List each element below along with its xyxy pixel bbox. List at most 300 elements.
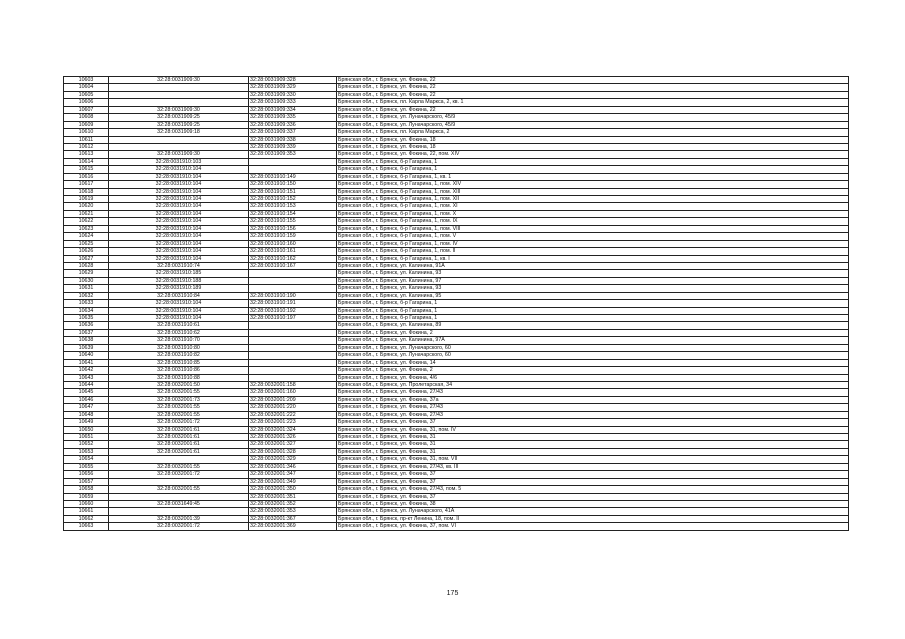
row-number-cell: 10604: [64, 84, 109, 91]
address-cell: Брянская обл., г. Брянск, б-р Гагарина, 1, кв. 1: [337, 173, 849, 180]
row-number-cell: 10629: [64, 270, 109, 277]
object-cadastral-number-cell: 32:28:0031910:149: [249, 173, 337, 180]
table-row: [64, 240, 849, 247]
land-cadastral-number-cell: 32:28:0032001:61: [109, 448, 249, 455]
row-number-cell: 10661: [64, 508, 109, 515]
row-number-cell: 10618: [64, 188, 109, 195]
address-cell: Брянская обл., г. Брянск, б-р Гагарина, 1, пом. XI: [337, 203, 849, 210]
row-number-cell: 10632: [64, 292, 109, 299]
object-cadastral-number-cell: 32:28:0031910:160: [249, 240, 337, 247]
row-number-cell: 10663: [64, 523, 109, 530]
row-number-cell: 10603: [64, 77, 109, 84]
object-cadastral-number-cell: 32:28:0032001:222: [249, 411, 337, 418]
object-cadastral-number-cell: 32:28:0031909:335: [249, 114, 337, 121]
address-cell: Брянская обл., г. Брянск, б-р Гагарина, 1, пом. XII: [337, 196, 849, 203]
address-cell: Брянская обл., г. Брянск, ул. Фокина, 31: [337, 434, 849, 441]
object-cadastral-number-cell: 32:28:0032001:369: [249, 523, 337, 530]
row-number-cell: 10623: [64, 225, 109, 232]
land-cadastral-number-cell: 32:28:0031910:82: [109, 352, 249, 359]
row-number-cell: 10616: [64, 173, 109, 180]
row-number-cell: 10631: [64, 285, 109, 292]
land-cadastral-number-cell: 32:28:0031910:104: [109, 248, 249, 255]
row-number-cell: 10655: [64, 463, 109, 470]
row-number-cell: 10617: [64, 181, 109, 188]
address-cell: Брянская обл., г. Брянск, ул. Фокина, 27/43: [337, 411, 849, 418]
row-number-cell: 10639: [64, 344, 109, 351]
address-cell: Брянская обл., г. Брянск, б-р Гагарина, 1, пом. XIV: [337, 181, 849, 188]
table-row: [64, 262, 849, 269]
object-cadastral-number-cell: 32:28:0031909:328: [249, 77, 337, 84]
table-row: [64, 307, 849, 314]
address-cell: Брянская обл., г. Брянск, б-р Гагарина, 1: [337, 307, 849, 314]
row-number-cell: 10613: [64, 151, 109, 158]
row-number-cell: 10619: [64, 196, 109, 203]
object-cadastral-number-cell: [249, 329, 337, 336]
object-cadastral-number-cell: 32:28:0031909:339: [249, 143, 337, 150]
land-cadastral-number-cell: 32:28:0031910:104: [109, 218, 249, 225]
address-cell: Брянская обл., г. Брянск, ул. Фокина, 27/43, пом. 5: [337, 486, 849, 493]
row-number-cell: 10633: [64, 300, 109, 307]
land-cadastral-number-cell: 32:28:0031910:62: [109, 329, 249, 336]
address-cell: Брянская обл., г. Брянск, ул. Калинина, 97: [337, 277, 849, 284]
address-cell: Брянская обл., г. Брянск, ул. Фокина, 31, пом. VII: [337, 456, 849, 463]
address-cell: Брянская обл., г. Брянск, ул. Фокина, 2: [337, 367, 849, 374]
land-cadastral-number-cell: 32:28:0032001:55: [109, 411, 249, 418]
object-cadastral-number-cell: [249, 158, 337, 165]
address-cell: Брянская обл., г. Брянск, ул. Луначарского, 60: [337, 344, 849, 351]
row-number-cell: 10660: [64, 500, 109, 507]
land-cadastral-number-cell: 32:28:0031910:70: [109, 337, 249, 344]
object-cadastral-number-cell: 32:28:0031910:152: [249, 196, 337, 203]
land-cadastral-number-cell: 32:28:0031910:104: [109, 188, 249, 195]
land-cadastral-number-cell: 32:28:0031910:104: [109, 300, 249, 307]
row-number-cell: 10609: [64, 121, 109, 128]
row-number-cell: 10649: [64, 419, 109, 426]
address-cell: Брянская обл., г. Брянск, ул. Луначарского, 45/9: [337, 114, 849, 121]
land-cadastral-number-cell: 32:28:0031910:103: [109, 158, 249, 165]
object-cadastral-number-cell: 32:28:0031910:191: [249, 300, 337, 307]
registry-table-body: [64, 77, 849, 531]
object-cadastral-number-cell: 32:28:0032001:347: [249, 471, 337, 478]
object-cadastral-number-cell: 32:28:0032001:328: [249, 448, 337, 455]
address-cell: Брянская обл., г. Брянск, ул. Пролетарская, 34: [337, 381, 849, 388]
table-row: [64, 359, 849, 366]
land-cadastral-number-cell: 32:28:0031910:185: [109, 270, 249, 277]
row-number-cell: 10614: [64, 158, 109, 165]
address-cell: Брянская обл., г. Брянск, ул. Фокина, 38: [337, 500, 849, 507]
table-row: [64, 158, 849, 165]
object-cadastral-number-cell: 32:28:0031910:159: [249, 233, 337, 240]
row-number-cell: 10620: [64, 203, 109, 210]
table-row: [64, 419, 849, 426]
land-cadastral-number-cell: 32:28:0032001:55: [109, 463, 249, 470]
land-cadastral-number-cell: [109, 508, 249, 515]
table-row: [64, 329, 849, 336]
land-cadastral-number-cell: 32:28:0032001:61: [109, 441, 249, 448]
land-cadastral-number-cell: [109, 143, 249, 150]
object-cadastral-number-cell: [249, 337, 337, 344]
land-cadastral-number-cell: 32:28:0031910:104: [109, 255, 249, 262]
row-number-cell: 10642: [64, 367, 109, 374]
table-row: [64, 426, 849, 433]
object-cadastral-number-cell: 32:28:0031910:150: [249, 181, 337, 188]
land-cadastral-number-cell: 32:28:0032001:50: [109, 381, 249, 388]
address-cell: Брянская обл., г. Брянск, ул. Фокина, 27/43: [337, 404, 849, 411]
page-number: 175: [446, 590, 459, 597]
object-cadastral-number-cell: 32:28:0031910:156: [249, 225, 337, 232]
land-cadastral-number-cell: 32:28:0031909:30: [109, 77, 249, 84]
row-number-cell: 10658: [64, 486, 109, 493]
table-row: [64, 181, 849, 188]
object-cadastral-number-cell: 32:28:0032001:324: [249, 426, 337, 433]
address-cell: Брянская обл., г. Брянск, ул. Фокина, 37: [337, 419, 849, 426]
land-cadastral-number-cell: 32:28:0031910:104: [109, 196, 249, 203]
land-cadastral-number-cell: 32:28:0031910:85: [109, 359, 249, 366]
address-cell: Брянская обл., г. Брянск, ул. Луначарского, 41А: [337, 508, 849, 515]
land-cadastral-number-cell: 32:28:0031910:104: [109, 233, 249, 240]
address-cell: Брянская обл., г. Брянск, ул. Фокина, 22: [337, 91, 849, 98]
table-row: [64, 114, 849, 121]
land-cadastral-number-cell: 32:28:0031909:30: [109, 151, 249, 158]
table-row: [64, 106, 849, 113]
land-cadastral-number-cell: [109, 84, 249, 91]
table-row: [64, 471, 849, 478]
object-cadastral-number-cell: [249, 285, 337, 292]
table-row: [64, 233, 849, 240]
land-cadastral-number-cell: 32:28:0032001:39: [109, 515, 249, 522]
land-cadastral-number-cell: [109, 136, 249, 143]
object-cadastral-number-cell: 32:28:0032001:220: [249, 404, 337, 411]
row-number-cell: 10630: [64, 277, 109, 284]
table-row: [64, 434, 849, 441]
table-row: [64, 225, 849, 232]
address-cell: Брянская обл., г. Брянск, ул. Фокина, 22: [337, 77, 849, 84]
address-cell: Брянская обл., г. Брянск, ул. Фокина, 31: [337, 448, 849, 455]
address-cell: Брянская обл., г. Брянск, б-р Гагарина, 1, пом. IX: [337, 218, 849, 225]
object-cadastral-number-cell: 32:28:0031909:330: [249, 91, 337, 98]
object-cadastral-number-cell: 32:28:0032001:352: [249, 500, 337, 507]
object-cadastral-number-cell: 32:28:0031910:162: [249, 255, 337, 262]
land-cadastral-number-cell: 32:28:0031910:104: [109, 210, 249, 217]
address-cell: Брянская обл., г. Брянск, б-р Гагарина, 1: [337, 158, 849, 165]
address-cell: Брянская обл., г. Брянск, ул. Фокина, 18: [337, 136, 849, 143]
object-cadastral-number-cell: 32:28:0031909:353: [249, 151, 337, 158]
table-row: [64, 300, 849, 307]
row-number-cell: 10659: [64, 493, 109, 500]
address-cell: Брянская обл., г. Брянск, ул. Фокина, 14: [337, 359, 849, 366]
object-cadastral-number-cell: 32:28:0031910:154: [249, 210, 337, 217]
table-row: [64, 292, 849, 299]
table-row: [64, 196, 849, 203]
row-number-cell: 10621: [64, 210, 109, 217]
table-row: [64, 389, 849, 396]
address-cell: Брянская обл., г. Брянск, ул. Калинина, 89: [337, 322, 849, 329]
address-cell: Брянская обл., г. Брянск, ул. Фокина, 37: [337, 478, 849, 485]
row-number-cell: 10608: [64, 114, 109, 121]
object-cadastral-number-cell: 32:28:0031910:192: [249, 307, 337, 314]
table-row: [64, 210, 849, 217]
table-row: [64, 352, 849, 359]
table-row: [64, 315, 849, 322]
object-cadastral-number-cell: 32:28:0032001:367: [249, 515, 337, 522]
address-cell: Брянская обл., г. Брянск, б-р Гагарина, 1, пом. X: [337, 210, 849, 217]
land-cadastral-number-cell: 32:28:0031910:80: [109, 344, 249, 351]
row-number-cell: 10645: [64, 389, 109, 396]
land-cadastral-number-cell: 32:28:0031910:104: [109, 203, 249, 210]
land-cadastral-number-cell: 32:28:0031910:61: [109, 322, 249, 329]
land-cadastral-number-cell: 32:28:0031649:45: [109, 500, 249, 507]
land-cadastral-number-cell: 32:28:0031910:86: [109, 367, 249, 374]
land-cadastral-number-cell: 32:28:0032001:61: [109, 434, 249, 441]
table-row: [64, 337, 849, 344]
object-cadastral-number-cell: 32:28:0032001:223: [249, 419, 337, 426]
table-row: [64, 478, 849, 485]
object-cadastral-number-cell: [249, 359, 337, 366]
object-cadastral-number-cell: 32:28:0031909:333: [249, 99, 337, 106]
table-row: [64, 508, 849, 515]
row-number-cell: 10624: [64, 233, 109, 240]
land-cadastral-number-cell: 32:28:0031909:25: [109, 121, 249, 128]
table-row: [64, 203, 849, 210]
table-row: [64, 396, 849, 403]
registry-table: [63, 76, 849, 531]
table-row: [64, 381, 849, 388]
row-number-cell: 10634: [64, 307, 109, 314]
object-cadastral-number-cell: 32:28:0032001:346: [249, 463, 337, 470]
row-number-cell: 10641: [64, 359, 109, 366]
row-number-cell: 10662: [64, 515, 109, 522]
object-cadastral-number-cell: 32:28:0032001:327: [249, 441, 337, 448]
address-cell: Брянская обл., г. Брянск, б-р Гагарина, 1, пом. VIII: [337, 225, 849, 232]
table-row: [64, 248, 849, 255]
address-cell: Брянская обл., г. Брянск, б-р Гагарина, 1: [337, 315, 849, 322]
object-cadastral-number-cell: [249, 367, 337, 374]
address-cell: Брянская обл., г. Брянск, ул. Калинина, 97А: [337, 337, 849, 344]
land-cadastral-number-cell: 32:28:0032001:72: [109, 471, 249, 478]
row-number-cell: 10651: [64, 434, 109, 441]
row-number-cell: 10635: [64, 315, 109, 322]
land-cadastral-number-cell: 32:28:0031910:104: [109, 166, 249, 173]
address-cell: Брянская обл., г. Брянск, ул. Фокина, 22, пом. XIV: [337, 151, 849, 158]
object-cadastral-number-cell: 32:28:0031910:167: [249, 262, 337, 269]
address-cell: Брянская обл., г. Брянск, ул. Фокина, 22: [337, 106, 849, 113]
address-cell: Брянская обл., г. Брянск, ул. Фокина, 18: [337, 143, 849, 150]
object-cadastral-number-cell: 32:28:0032001:350: [249, 486, 337, 493]
row-number-cell: 10653: [64, 448, 109, 455]
address-cell: Брянская обл., г. Брянск, ул. Фокина, 27/43: [337, 389, 849, 396]
row-number-cell: 10643: [64, 374, 109, 381]
address-cell: Брянская обл., г. Брянск, пл. Карла Маркса, 2, кв. 1: [337, 99, 849, 106]
table-row: [64, 121, 849, 128]
land-cadastral-number-cell: 32:28:0032001:55: [109, 389, 249, 396]
table-row: [64, 285, 849, 292]
land-cadastral-number-cell: 32:28:0031910:188: [109, 277, 249, 284]
table-row: [64, 523, 849, 530]
table-row: [64, 99, 849, 106]
land-cadastral-number-cell: 32:28:0031910:104: [109, 240, 249, 247]
address-cell: Брянская обл., г. Брянск, пр-кт Ленина, 18, пом. II: [337, 515, 849, 522]
row-number-cell: 10646: [64, 396, 109, 403]
address-cell: Брянская обл., г. Брянск, ул. Фокина, 37а: [337, 396, 849, 403]
address-cell: Брянская обл., г. Брянск, б-р Гагарина, 1, пом. V: [337, 233, 849, 240]
table-row: [64, 84, 849, 91]
object-cadastral-number-cell: [249, 352, 337, 359]
object-cadastral-number-cell: [249, 277, 337, 284]
row-number-cell: 10611: [64, 136, 109, 143]
table-row: [64, 500, 849, 507]
row-number-cell: 10657: [64, 478, 109, 485]
land-cadastral-number-cell: 32:28:0031909:18: [109, 129, 249, 136]
table-row: [64, 463, 849, 470]
land-cadastral-number-cell: [109, 99, 249, 106]
address-cell: Брянская обл., г. Брянск, б-р Гагарина, 1: [337, 166, 849, 173]
land-cadastral-number-cell: 32:28:0031910:104: [109, 181, 249, 188]
address-cell: Брянская обл., г. Брянск, б-р Гагарина, 1, кв. I: [337, 255, 849, 262]
table-row: [64, 151, 849, 158]
object-cadastral-number-cell: [249, 344, 337, 351]
object-cadastral-number-cell: 32:28:0031909:338: [249, 136, 337, 143]
land-cadastral-number-cell: 32:28:0032001:55: [109, 404, 249, 411]
address-cell: Брянская обл., г. Брянск, ул. Фокина, 37: [337, 471, 849, 478]
table-row: [64, 515, 849, 522]
table-row: [64, 173, 849, 180]
address-cell: Брянская обл., г. Брянск, б-р Гагарина, 1, пом. II: [337, 248, 849, 255]
object-cadastral-number-cell: 32:28:0031909:336: [249, 121, 337, 128]
table-row: [64, 277, 849, 284]
row-number-cell: 10644: [64, 381, 109, 388]
address-cell: Брянская обл., г. Брянск, ул. Фокина, 27/43, кв. III: [337, 463, 849, 470]
row-number-cell: 10625: [64, 240, 109, 247]
address-cell: Брянская обл., г. Брянск, ул. Калинина, 91А: [337, 262, 849, 269]
land-cadastral-number-cell: [109, 493, 249, 500]
row-number-cell: 10647: [64, 404, 109, 411]
land-cadastral-number-cell: [109, 91, 249, 98]
land-cadastral-number-cell: 32:28:0031910:104: [109, 307, 249, 314]
object-cadastral-number-cell: 32:28:0032001:351: [249, 493, 337, 500]
table-row: [64, 166, 849, 173]
object-cadastral-number-cell: [249, 270, 337, 277]
table-row: [64, 270, 849, 277]
object-cadastral-number-cell: 32:28:0031910:155: [249, 218, 337, 225]
row-number-cell: 10626: [64, 248, 109, 255]
address-cell: Брянская обл., г. Брянск, ул. Фокина, 4/6: [337, 374, 849, 381]
land-cadastral-number-cell: 32:28:0031910:104: [109, 225, 249, 232]
object-cadastral-number-cell: 32:28:0031910:151: [249, 188, 337, 195]
row-number-cell: 10650: [64, 426, 109, 433]
row-number-cell: 10606: [64, 99, 109, 106]
address-cell: Брянская обл., г. Брянск, ул. Фокина, 31, пом. IV: [337, 426, 849, 433]
address-cell: Брянская обл., г. Брянск, ул. Калинина, 93: [337, 285, 849, 292]
table-row: [64, 188, 849, 195]
address-cell: Брянская обл., г. Брянск, б-р Гагарина, 1: [337, 300, 849, 307]
land-cadastral-number-cell: 32:28:0032001:61: [109, 426, 249, 433]
row-number-cell: 10615: [64, 166, 109, 173]
row-number-cell: 10648: [64, 411, 109, 418]
land-cadastral-number-cell: 32:28:0031910:189: [109, 285, 249, 292]
object-cadastral-number-cell: 32:28:0032001:353: [249, 508, 337, 515]
row-number-cell: 10637: [64, 329, 109, 336]
object-cadastral-number-cell: 32:28:0031909:337: [249, 129, 337, 136]
address-cell: Брянская обл., г. Брянск, б-р Гагарина, 1, пом. XIII: [337, 188, 849, 195]
land-cadastral-number-cell: 32:28:0032001:72: [109, 419, 249, 426]
table-row: [64, 77, 849, 84]
land-cadastral-number-cell: 32:28:0031910:104: [109, 315, 249, 322]
row-number-cell: 10654: [64, 456, 109, 463]
land-cadastral-number-cell: 32:28:0031909:25: [109, 114, 249, 121]
land-cadastral-number-cell: 32:28:0031909:30: [109, 106, 249, 113]
object-cadastral-number-cell: 32:28:0032001:326: [249, 434, 337, 441]
object-cadastral-number-cell: 32:28:0032001:209: [249, 396, 337, 403]
land-cadastral-number-cell: 32:28:0032001:73: [109, 396, 249, 403]
table-row: [64, 367, 849, 374]
row-number-cell: 10656: [64, 471, 109, 478]
object-cadastral-number-cell: 32:28:0031910:161: [249, 248, 337, 255]
row-number-cell: 10627: [64, 255, 109, 262]
object-cadastral-number-cell: [249, 166, 337, 173]
row-number-cell: 10638: [64, 337, 109, 344]
object-cadastral-number-cell: 32:28:0031910:153: [249, 203, 337, 210]
land-cadastral-number-cell: 32:28:0031910:104: [109, 173, 249, 180]
object-cadastral-number-cell: 32:28:0032001:329: [249, 456, 337, 463]
land-cadastral-number-cell: 32:28:0031910:84: [109, 292, 249, 299]
row-number-cell: 10605: [64, 91, 109, 98]
object-cadastral-number-cell: 32:28:0032001:158: [249, 381, 337, 388]
land-cadastral-number-cell: 32:28:0031910:88: [109, 374, 249, 381]
row-number-cell: 10612: [64, 143, 109, 150]
address-cell: Брянская обл., г. Брянск, пл. Карла Маркса, 2: [337, 129, 849, 136]
address-cell: Брянская обл., г. Брянск, ул. Фокина, 2: [337, 329, 849, 336]
table-row: [64, 486, 849, 493]
address-cell: Брянская обл., г. Брянск, ул. Калинина, 93: [337, 270, 849, 277]
address-cell: Брянская обл., г. Брянск, ул. Фокина, 22: [337, 84, 849, 91]
address-cell: Брянская обл., г. Брянск, ул. Луначарского, 45/9: [337, 121, 849, 128]
address-cell: Брянская обл., г. Брянск, ул. Луначарского, 60: [337, 352, 849, 359]
land-cadastral-number-cell: [109, 456, 249, 463]
address-cell: Брянская обл., г. Брянск, ул. Фокина, 31: [337, 441, 849, 448]
address-cell: Брянская обл., г. Брянск, б-р Гагарина, 1, пом. IV: [337, 240, 849, 247]
table-row: [64, 255, 849, 262]
object-cadastral-number-cell: 32:28:0031909:329: [249, 84, 337, 91]
table-row: [64, 129, 849, 136]
land-cadastral-number-cell: 32:28:0032001:72: [109, 523, 249, 530]
table-row: [64, 374, 849, 381]
row-number-cell: 10628: [64, 262, 109, 269]
table-row: [64, 344, 849, 351]
table-row: [64, 218, 849, 225]
object-cadastral-number-cell: 32:28:0032001:349: [249, 478, 337, 485]
table-row: [64, 448, 849, 455]
row-number-cell: 10640: [64, 352, 109, 359]
object-cadastral-number-cell: [249, 374, 337, 381]
table-row: [64, 91, 849, 98]
table-row: [64, 404, 849, 411]
row-number-cell: 10652: [64, 441, 109, 448]
land-cadastral-number-cell: [109, 478, 249, 485]
row-number-cell: 10622: [64, 218, 109, 225]
table-row: [64, 493, 849, 500]
object-cadastral-number-cell: 32:28:0031910:190: [249, 292, 337, 299]
address-cell: Брянская обл., г. Брянск, ул. Калинина, 95: [337, 292, 849, 299]
address-cell: Брянская обл., г. Брянск, ул. Фокина, 37, пом. VI: [337, 523, 849, 530]
land-cadastral-number-cell: 32:28:0032001:55: [109, 486, 249, 493]
object-cadastral-number-cell: [249, 322, 337, 329]
table-row: [64, 143, 849, 150]
object-cadastral-number-cell: 32:28:0031909:334: [249, 106, 337, 113]
table-row: [64, 441, 849, 448]
object-cadastral-number-cell: 32:28:0031910:197: [249, 315, 337, 322]
land-cadastral-number-cell: 32:28:0031910:74: [109, 262, 249, 269]
row-number-cell: 10636: [64, 322, 109, 329]
